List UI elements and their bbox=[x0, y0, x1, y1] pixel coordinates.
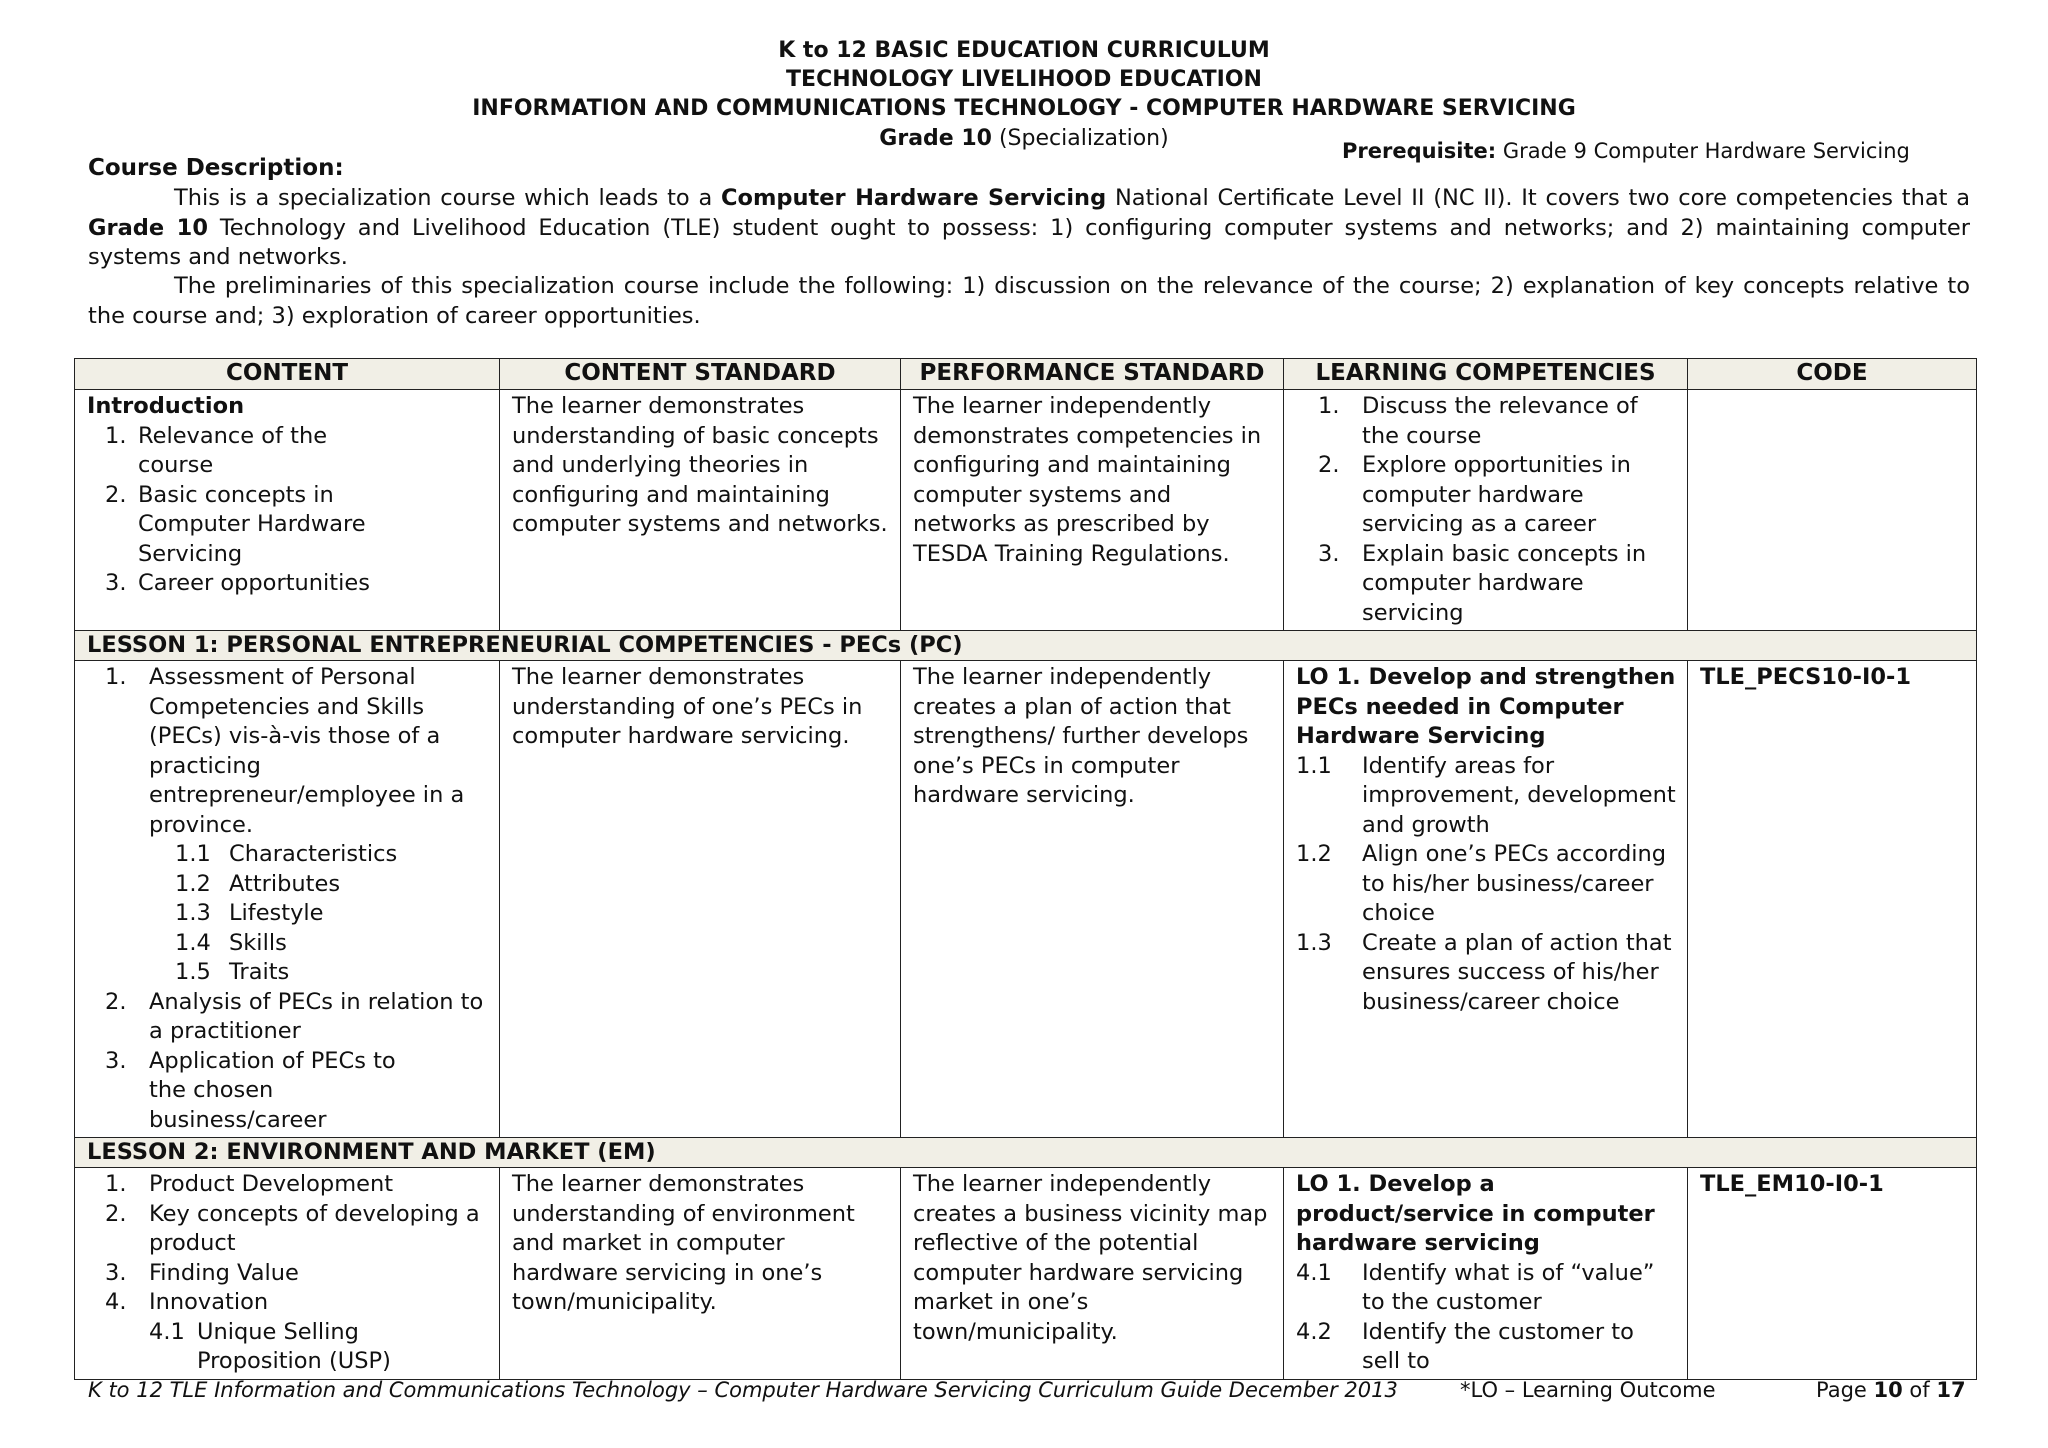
list-item: 1. Assessment of Personal Competencies and Skills (PECs) vis-à-vis those of a practicing entrepreneur/employee in a province. bbox=[105, 664, 465, 838]
header-content-standard: CONTENT STANDARD bbox=[500, 359, 901, 390]
intro-content-cell bbox=[75, 390, 500, 631]
list-item: 1. Product Development bbox=[105, 1171, 394, 1197]
footer-page-number: Page 10 of 17 bbox=[1816, 1378, 1966, 1402]
list-item: 1.2 Align one’s PECs according to his/her business/career choice bbox=[1296, 841, 1667, 926]
lesson-1-content-list bbox=[87, 663, 489, 840]
intro-content-standard: The learner demonstrates understanding of basic concepts and underlying theories in configuring and maintaining computer systems and networks. bbox=[500, 390, 901, 631]
lesson-2-performance-standard: The learner independently creates a business vicinity map reflective of the potential computer hardware servicing market in one’s town/municipality. bbox=[901, 1168, 1284, 1380]
intro-performance-standard: The learner independently demonstrates competencies in configuring and maintaining computer systems and networks as prescribed by TESDA Training Regulations. bbox=[901, 390, 1284, 631]
lesson-2-competencies-cell bbox=[1284, 1168, 1688, 1380]
list-item: 2. Key concepts of developing a product bbox=[105, 1200, 480, 1256]
intro-competencies-cell bbox=[1284, 390, 1688, 631]
lesson-2-row bbox=[75, 1138, 1977, 1168]
course-description-title: Course Description: bbox=[88, 155, 344, 181]
list-item: 1. Relevance of the course bbox=[105, 422, 328, 478]
list-item: 4.2 Identify the customer to sell to bbox=[1296, 1318, 1634, 1374]
lesson-1-content-cell bbox=[75, 661, 500, 1138]
list-item: 2. Analysis of PECs in relation to a practitioner bbox=[105, 988, 484, 1044]
course-description-paragraph-1: This is a specialization course which leads to a Computer Hardware Servicing National Certificate Level II (NC II). It covers two core competencies that a Grade 10 Technology and Livelihood Education (TLE) student ought to possess: 1) configuring computer systems and networks; and 2) maintaining computer systems and networks. bbox=[88, 185, 1971, 270]
list-item: 1.3 Lifestyle bbox=[175, 900, 324, 926]
footer-guide-title: K to 12 TLE Information and Communications Technology – Computer Hardware Servicing Curriculum Guide December 2013 bbox=[88, 1378, 1398, 1402]
intro-code bbox=[1688, 390, 1977, 631]
lesson-1-row bbox=[75, 631, 1977, 661]
list-item: 1.5 Traits bbox=[175, 959, 290, 985]
list-item: 2. Explore opportunities in computer hardware servicing as a career bbox=[1318, 452, 1631, 537]
lesson-1-content-list-cont bbox=[87, 988, 489, 1136]
lesson-1-competency-list bbox=[1296, 752, 1677, 1018]
lesson-2-code: TLE_EM10-I0-1 bbox=[1688, 1168, 1977, 1380]
lesson-1-competencies-cell bbox=[1284, 661, 1688, 1138]
doc-title-line1: K to 12 BASIC EDUCATION CURRICULUM bbox=[778, 38, 1270, 63]
list-item: 1.2 Attributes bbox=[175, 870, 341, 897]
intro-content-list bbox=[87, 422, 489, 599]
list-item: 1.3 Create a plan of action that ensures success of his/her business/career choice bbox=[1296, 929, 1672, 1015]
list-item: 4.1 Unique Selling Proposition (USP) bbox=[149, 1318, 391, 1374]
lesson-2-competency-list bbox=[1296, 1259, 1677, 1377]
header-learning-competencies: LEARNING COMPETENCIES bbox=[1284, 359, 1688, 390]
header-performance-standard: PERFORMANCE STANDARD bbox=[901, 359, 1284, 390]
table-row-introduction bbox=[75, 390, 1977, 631]
list-item: 2. Basic concepts in Computer Hardware Servicing bbox=[105, 481, 366, 567]
lesson-2-content-cell bbox=[75, 1168, 500, 1380]
list-item: 1. Discuss the relevance of the course bbox=[1318, 393, 1638, 449]
lesson-2-title: LESSON 2: ENVIRONMENT AND MARKET (EM) bbox=[75, 1138, 1977, 1168]
table-row-lesson-1 bbox=[75, 661, 1977, 1138]
list-item: 3. Explain basic concepts in computer hardware servicing bbox=[1318, 540, 1647, 626]
list-item: 1.1 Characteristics bbox=[175, 841, 398, 867]
lesson-2-content-standard: The learner demonstrates understanding of environment and market in computer hardware servicing in one’s town/municipality. bbox=[500, 1168, 901, 1380]
lesson-1-performance-standard: The learner independently creates a plan of action that strengthens/ further develops one’s PECs in computer hardware servicing. bbox=[901, 661, 1284, 1138]
table-header-row bbox=[75, 359, 1977, 390]
intro-competency-list bbox=[1296, 392, 1677, 628]
lesson-2-sublist bbox=[87, 1318, 489, 1377]
doc-title-line2: TECHNOLOGY LIVELIHOOD EDUCATION bbox=[786, 67, 1262, 92]
header-code: CODE bbox=[1688, 359, 1977, 390]
lesson-2-content-list bbox=[87, 1170, 489, 1318]
prerequisite: Prerequisite: Grade 9 Computer Hardware Servicing bbox=[1342, 139, 1910, 163]
footer-lo-note: *LO – Learning Outcome bbox=[1460, 1378, 1716, 1402]
list-item: 1.1 Identify areas for improvement, development and growth bbox=[1296, 752, 1676, 838]
lesson-1-title: LESSON 1: PERSONAL ENTREPRENEURIAL COMPETENCIES - PECs (PC) bbox=[75, 631, 1977, 661]
list-item: 3. Finding Value bbox=[105, 1259, 299, 1286]
list-item: 4. Innovation bbox=[105, 1289, 269, 1315]
list-item: 4.1 Identify what is of “value” to the customer bbox=[1296, 1259, 1655, 1315]
intro-title: Introduction bbox=[87, 393, 245, 419]
curriculum-table bbox=[74, 358, 1977, 1380]
lesson-2-lo-title: LO 1. Develop a product/service in computer hardware servicing bbox=[1296, 1171, 1655, 1256]
table-row-lesson-2 bbox=[75, 1168, 1977, 1380]
lesson-1-code: TLE_PECS10-I0-1 bbox=[1688, 661, 1977, 1138]
header-content: CONTENT bbox=[75, 359, 500, 390]
lesson-1-content-standard: The learner demonstrates understanding of one’s PECs in computer hardware servicing. bbox=[500, 661, 901, 1138]
lesson-1-sublist bbox=[87, 840, 489, 988]
grade-line: Grade 10 (Specialization) bbox=[879, 126, 1169, 151]
doc-title-line3: INFORMATION AND COMMUNICATIONS TECHNOLOGY - COMPUTER HARDWARE SERVICING bbox=[472, 96, 1576, 121]
course-description-paragraph-2: The preliminaries of this specialization course include the following: 1) discussion on the relevance of the course; 2) explanation of key concepts relative to the course and; 3) exploration of career opportunities. bbox=[88, 273, 1970, 329]
lesson-1-lo-title: LO 1. Develop and strengthen PECs needed in Computer Hardware Servicing bbox=[1296, 664, 1676, 749]
list-item: 1.4 Skills bbox=[175, 929, 287, 956]
list-item: 3. Application of PECs to the chosen business/career bbox=[105, 1047, 396, 1133]
list-item: 3. Career opportunities bbox=[105, 570, 370, 596]
